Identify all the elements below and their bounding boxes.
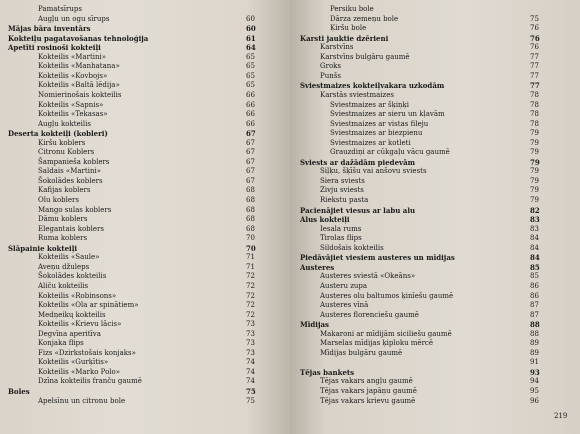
toc-entry (0, 387, 290, 396)
toc-page-number: 67 (246, 176, 255, 185)
toc-entry (0, 15, 290, 24)
toc-entry-title: Kokteilis «Manhatana» (38, 62, 120, 71)
toc-entry-title: Mājas bāra inventārs (8, 24, 91, 34)
toc-entry (290, 129, 580, 138)
toc-entry (290, 158, 580, 167)
toc-entry (290, 81, 580, 90)
toc-entry (290, 397, 580, 406)
toc-entry-title: Sviestmaizes ar sieru un kļavām (330, 110, 445, 119)
toc-entry (290, 272, 580, 281)
toc-entry (0, 311, 290, 320)
toc-entry-title: Makaroni ar mīdijām siciliešu gaumē (320, 329, 452, 338)
toc-page-number: 85 (530, 262, 540, 272)
toc-entry-title: Medņeikų kokteilis (38, 310, 106, 319)
toc-entry-title: Mīdijas (300, 320, 329, 330)
toc-entry (0, 320, 290, 329)
toc-entry-title: Aliču kokteilis (38, 281, 89, 290)
toc-entry-title: Sviestmaizes ar kotleti (330, 138, 411, 147)
toc-page-number: 72 (246, 310, 255, 319)
toc-entry (0, 110, 290, 119)
toc-entry (0, 139, 290, 148)
toc-page-number: 79 (530, 157, 540, 167)
toc-entry-title: Dzīna kokteilis franču gaumē (38, 377, 142, 386)
toc-page-number: 83 (530, 224, 539, 233)
toc-entry-title: Zivju sviests (320, 186, 364, 195)
toc-entry (0, 43, 290, 52)
toc-entry-title: Pamatsīrups (38, 5, 82, 13)
toc-entry-title: Kokteilis «Kovbojs» (38, 71, 108, 80)
toc-entry (290, 196, 580, 205)
toc-page-number: 75 (246, 396, 255, 405)
toc-entry-title: Tirolas flips (320, 234, 362, 243)
toc-page-number: 84 (530, 243, 539, 252)
toc-entry (0, 186, 290, 195)
toc-entry (290, 72, 580, 81)
toc-page-number: 77 (530, 71, 539, 80)
toc-page-number: 71 (246, 262, 255, 271)
toc-page-number: 66 (246, 100, 255, 109)
toc-entry (0, 53, 290, 62)
toc-page-number: 71 (246, 253, 255, 262)
toc-entry-title: Sviestmaizes kokteiļvakara uzkodām (300, 81, 445, 91)
toc-entry (290, 377, 580, 386)
toc-entry-title: Austeres florenciešu gaumē (320, 310, 419, 319)
toc-entry-title: Citronu Koblers (38, 148, 95, 157)
toc-page-number: 73 (246, 348, 255, 357)
toc-entry (290, 215, 580, 224)
toc-entry-title: Tējas bankets (300, 367, 355, 377)
toc-entry-title: Sildošais kokteilis (320, 243, 384, 252)
toc-entry (0, 225, 290, 234)
toc-page-number: 67 (246, 157, 255, 166)
toc-entry (290, 282, 580, 291)
toc-entry-title: Dārza zemeņu bole (330, 14, 399, 23)
toc-entry-title: Kokteilis «Tekasas» (38, 110, 108, 119)
toc-entry (290, 368, 580, 377)
toc-entry (0, 349, 290, 358)
toc-entry (290, 225, 580, 234)
toc-page-number: 93 (530, 367, 540, 377)
toc-entry-title: Karsti jauktie dzērieni (300, 33, 389, 43)
toc-entry (290, 301, 580, 310)
toc-page-number: 78 (530, 119, 539, 128)
toc-entry (290, 349, 580, 358)
toc-entry (290, 330, 580, 339)
toc-entry-title: Tējas vakars krievu gaumē (320, 396, 416, 405)
toc-entry-title: Šokolādes koblers (38, 176, 103, 185)
toc-page-number: 65 (246, 81, 255, 90)
toc-entry (0, 272, 290, 281)
toc-page-number: 68 (246, 215, 255, 224)
toc-entry (290, 311, 580, 320)
toc-entry-title: Iesala rums (320, 224, 362, 233)
toc-entry (0, 101, 290, 110)
toc-page-number: 60 (246, 24, 256, 34)
toc-entry-title: Austeres sviestā «Okeāns» (320, 272, 416, 281)
right-page: 219 Persiku bole Dārza zemeņu bole 75 Ķiršu bole 76 Karsti jauktie dzērieni 76 Karstvīns 76 Karstvīns bulgāru gaumē 77 Groks 77 Punšs 77 Sviestmaizes kokteiļvakara uzkodām 77 Karstās sviestmaizes 78 Sviestmaizes ar šķiņķi 78 Sviestmaizes ar sieru un kļavām 78 Sviestmaizes ar vistas fileju 78 Sviestmaizes ar biezpienu 79 Sviestmaizes ar kotleti 79 Grauzdiņi ar cūkgaļu vācu gaumē 79 Sviests ar dažādām piedevām 79 Siļķu, šķīšu vai anšovu sviests 79 Siera sviests 79 Zivju sviests 79 Riekstu pasta 79 Pacienājiet viesus ar labu alu 82 Alus kokteiļi 83 Iesala rums 83 Tirolas flips 84 Sildošais kokteilis 84 Piedāvājiet viesiem austeres un mīdijas 84 Austeres 85 Austeres sviestā «Okeāns» 85 Austeru zupa 86 Austeres olu baltumos ķinīešu gaumē 86 Austeres vīnā 87 Austeres florenciešu gaumē 87 Mīdijas 88 Makaroni ar mīdijām siciliešu gaumē 88 Marselas mīdijas ķiploku mērcē 89 Mīdijas bulgāru gaumē 89 91 Tējas bankets 93 Tējas vakars angļu gaumē 94 Tējas vakars japāņu gaumē 95 Tējas vakars krievu gaumē 96 (290, 0, 580, 434)
toc-page-number: 74 (246, 377, 255, 386)
toc-page-number: 79 (530, 138, 539, 147)
toc-page-number: 73 (246, 320, 255, 329)
toc-entry-title: Karstvīns (320, 43, 354, 52)
toc-page-number: 74 (246, 358, 255, 367)
toc-page-number: 76 (530, 43, 539, 52)
toc-page-number: 79 (530, 196, 539, 204)
toc-entry-title: Siļķu, šķīšu vai anšovu sviests (320, 167, 427, 176)
toc-entry (290, 177, 580, 186)
toc-entry-title: Tējas vakars japāņu gaumē (320, 387, 417, 395)
toc-entry-title: Sviestmaizes ar šķiņķi (330, 100, 410, 109)
toc-page-number: 76 (530, 24, 539, 33)
toc-page-number: 87 (530, 301, 539, 310)
toc-page-number: 65 (246, 62, 255, 71)
toc-entry-title: Karstvīns bulgāru gaumē (320, 52, 410, 61)
toc-entry (290, 62, 580, 71)
toc-entry-title: Groks (320, 62, 341, 71)
toc-entry-title: Grauzdiņi ar cūkgaļu vācu gaumē (330, 148, 450, 157)
toc-entry (0, 301, 290, 310)
toc-page-number: 89 (530, 348, 539, 357)
toc-page-number: 60 (246, 14, 255, 23)
toc-entry (0, 206, 290, 215)
toc-entry (290, 358, 580, 367)
toc-page-number: 83 (530, 215, 540, 225)
toc-entry-title: Mīdijas bulgāru gaumē (320, 348, 403, 357)
toc-page-number: 70 (246, 234, 255, 243)
toc-entry-title: Kokteilis «Martini» (38, 52, 107, 61)
toc-entry (290, 110, 580, 119)
toc-entry-title: Fizs «Dzirkstošais konjaks» (38, 348, 136, 357)
toc-entry (0, 129, 290, 138)
toc-entry-title: Elegantais koblers (38, 224, 104, 233)
toc-entry (0, 196, 290, 205)
toc-entry-title: Olu koblers (38, 196, 79, 204)
toc-page-number: 73 (246, 339, 255, 348)
toc-entry (0, 91, 290, 100)
toc-entry-title: Apetīti rosinoši kokteiļi (8, 43, 101, 53)
toc-page-number: 89 (530, 339, 539, 348)
toc-entry-title: Kokteilis «Ola ar spinātiem» (38, 301, 139, 310)
toc-page-number: 79 (530, 186, 539, 195)
toc-page-number: 85 (530, 272, 539, 281)
toc-page-number: 75 (530, 14, 539, 23)
toc-entry (290, 53, 580, 62)
toc-entry-title: Siera sviests (320, 176, 365, 185)
toc-entry (290, 43, 580, 52)
toc-page-number: 87 (530, 310, 539, 319)
toc-entry-title: Kokteilis «Saule» (38, 253, 100, 262)
toc-page-number: 77 (530, 62, 539, 71)
toc-entry-title: Marselas mīdijas ķiploku mērcē (320, 339, 433, 348)
toc-entry (0, 177, 290, 186)
toc-entry-title: Degvīna aperitīva (38, 329, 101, 338)
toc-entry (0, 62, 290, 71)
toc-page-number: 78 (530, 100, 539, 109)
toc-entry (290, 5, 580, 14)
toc-entry (290, 101, 580, 110)
toc-entry (0, 282, 290, 291)
toc-page-number: 91 (530, 358, 539, 367)
toc-page-number: 61 (246, 33, 256, 43)
toc-page-number: 72 (246, 301, 255, 310)
toc-page-number: 88 (530, 329, 539, 338)
toc-entry (0, 158, 290, 167)
toc-page-number: 77 (530, 81, 540, 91)
toc-entry (0, 215, 290, 224)
toc-page-number: 66 (246, 110, 255, 119)
toc-page-number: 67 (246, 129, 256, 139)
toc-page-number: 79 (530, 167, 539, 176)
toc-entry-title: Austeres (300, 262, 335, 272)
toc-page-number: 67 (246, 167, 255, 176)
toc-entry (0, 167, 290, 176)
toc-entry (0, 34, 290, 43)
toc-entry-title: Pacienājiet viesus ar labu alu (300, 205, 416, 215)
toc-entry (290, 34, 580, 43)
toc-page-number: 76 (530, 33, 540, 43)
toc-page-number: 65 (246, 71, 255, 80)
toc-entry-title: Mango sulas koblers (38, 205, 112, 214)
toc-page-number: 68 (246, 224, 255, 233)
toc-entry (0, 244, 290, 253)
toc-entry (290, 263, 580, 272)
toc-page-number: 78 (530, 110, 539, 119)
toc-entry (290, 148, 580, 157)
toc-page-number: 68 (246, 186, 255, 195)
toc-entry (290, 244, 580, 253)
toc-entry (0, 377, 290, 386)
toc-page-number: 73 (246, 329, 255, 338)
toc-entry-title: Sviests ar dažādām piedevām (300, 157, 416, 167)
toc-entry-title: Kokteilis «Krievu lācis» (38, 320, 122, 329)
toc-page-number: 67 (246, 138, 255, 147)
toc-entry-title: Apelsīnu un citronu bole (38, 396, 126, 405)
toc-entry (290, 253, 580, 262)
toc-page-number: 86 (530, 291, 539, 300)
toc-entry (0, 397, 290, 406)
toc-page-number: 88 (530, 320, 540, 330)
toc-page-number: 79 (530, 129, 539, 138)
toc-entry-title: Karstās sviestmaizes (320, 90, 394, 99)
toc-entry-title: Riekstu pasta (320, 196, 369, 204)
toc-entry-title: Austeres vīnā (320, 301, 369, 310)
toc-page-number: 65 (246, 52, 255, 61)
toc-page-number: 79 (530, 148, 539, 157)
toc-page-number: 74 (246, 367, 255, 376)
toc-entry (0, 339, 290, 348)
toc-entry (0, 253, 290, 262)
toc-page-number: 68 (246, 196, 255, 204)
toc-entry-title: Boles (8, 387, 30, 396)
toc-page-number: 84 (530, 253, 540, 263)
toc-page-number: 68 (246, 205, 255, 214)
toc-entry-title: Punšs (320, 71, 341, 80)
toc-entry-title: Šampaniešа koblers (38, 157, 110, 166)
toc-page-number: 94 (530, 377, 539, 386)
toc-entry (0, 368, 290, 377)
toc-page-number: 84 (530, 234, 539, 243)
toc-entry (0, 72, 290, 81)
toc-page-number: 72 (246, 272, 255, 281)
toc-entry-title: Kokteilis «Marko Polo» (38, 367, 121, 376)
toc-entry-title: Slāpainie kokteiļi (8, 243, 78, 253)
toc-page-number: 78 (530, 90, 539, 99)
toc-page-number: 95 (530, 387, 539, 395)
toc-page-number: 79 (530, 176, 539, 185)
toc-entry-title: Kokteilis «Baltā lēdija» (38, 81, 120, 90)
toc-entry (290, 91, 580, 100)
toc-entry (0, 81, 290, 90)
toc-page-number: 64 (246, 43, 256, 53)
toc-entry (290, 167, 580, 176)
toc-entry-title: Dāmu koblers (38, 215, 88, 224)
toc-entry (0, 263, 290, 272)
toc-entry-title: Augļu kokteilis (38, 119, 91, 128)
toc-entry-title: Persiku bole (330, 5, 374, 13)
toc-entry (290, 387, 580, 396)
toc-entry-title: Ruma koblers (38, 234, 88, 243)
toc-entry (290, 206, 580, 215)
toc-entry-title: Konjaka flips (38, 339, 84, 348)
toc-entry-title: Deserta kokteiļi (kobleri) (8, 129, 108, 139)
toc-entry-title: Austeru zupa (320, 281, 368, 290)
toc-entry (290, 186, 580, 195)
toc-page-number: 72 (246, 291, 255, 300)
toc-entry (290, 15, 580, 24)
toc-page-number: 66 (246, 119, 255, 128)
toc-page-number: 75 (246, 387, 256, 396)
toc-entry (0, 5, 290, 14)
toc-entry (290, 139, 580, 148)
toc-entry (290, 339, 580, 348)
toc-page-number: 67 (246, 148, 255, 157)
toc-entry (0, 292, 290, 301)
toc-entry-title: Augļu un ogu sīrups (38, 14, 110, 23)
toc-entry-title: Sviestmaizes ar vistas fileju (330, 119, 429, 128)
toc-page-number: 66 (246, 90, 255, 99)
toc-entry-title: Ķiršu bole (330, 24, 367, 33)
toc-page-number: 82 (530, 205, 540, 215)
toc-entry-title: Tējas vakars angļu gaumē (320, 377, 413, 386)
toc-entry-title: Aveņu džuleps (38, 262, 90, 271)
toc-entry-title: Austeres olu baltumos ķinīešu gaumē (320, 291, 454, 300)
toc-entry (290, 320, 580, 329)
toc-entry-title: Nomierinošais kokteilis (38, 90, 122, 99)
toc-entry-title: Alus kokteiļi (300, 215, 350, 225)
toc-entry-title: Ķiršu koblers (38, 138, 86, 147)
toc-entry-title: Kokteilis «Gurķītis» (38, 358, 109, 367)
toc-entry-title: Kokteilis «Robinsons» (38, 291, 117, 300)
toc-page-number: 86 (530, 281, 539, 290)
toc-entry (290, 234, 580, 243)
toc-entry (0, 330, 290, 339)
toc-entry-title: Sviestmaizes ar biezpienu (330, 129, 423, 138)
toc-entry (290, 292, 580, 301)
toc-page-number: 77 (530, 52, 539, 61)
toc-entry-title: Piedāvājiet viesiem austeres un mīdijas (300, 253, 455, 263)
toc-page-number: 70 (246, 243, 256, 253)
toc-page-number: 96 (530, 396, 539, 405)
toc-entry-title: Kafijas koblers (38, 186, 91, 195)
toc-entry-title: Kokteilis «Sapnis» (38, 100, 104, 109)
toc-entry (0, 24, 290, 33)
toc-page-number: 72 (246, 281, 255, 290)
toc-entry (290, 24, 580, 33)
toc-entry (0, 358, 290, 367)
toc-entry-title: Saldais «Martini» (38, 167, 101, 176)
toc-entry (0, 120, 290, 129)
toc-entry (290, 120, 580, 129)
toc-entry (0, 148, 290, 157)
toc-entry-title: Kokteiļu pagatavošanas tehnoloģija (8, 33, 149, 43)
toc-entry (0, 234, 290, 243)
toc-entry-title: Šokolādes kokteilis (38, 272, 107, 281)
